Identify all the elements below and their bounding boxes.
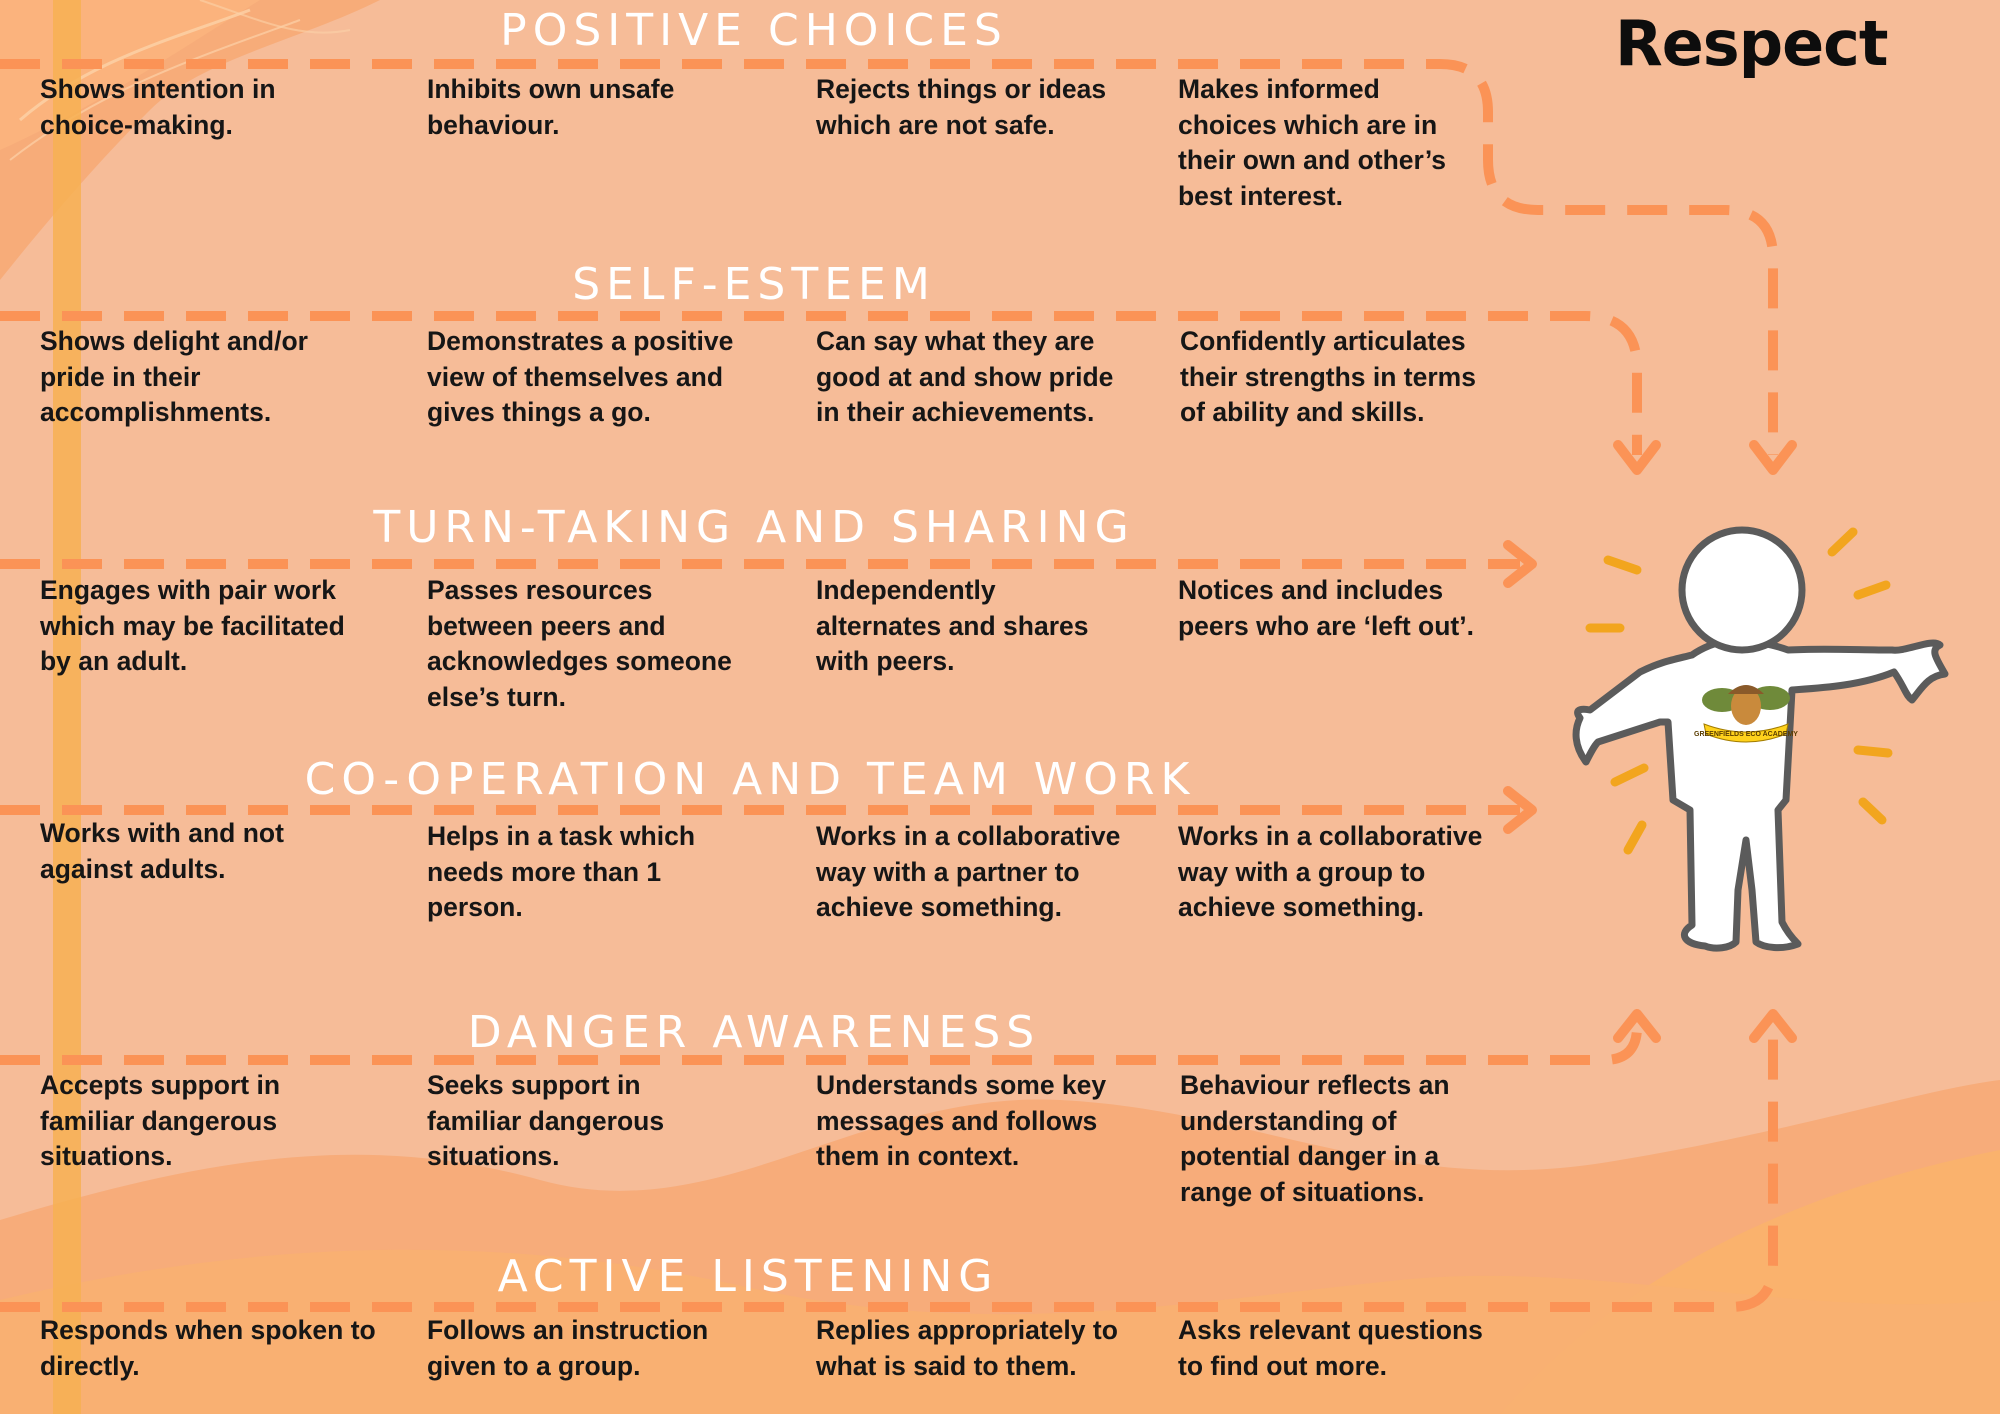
- self-esteem-item-3: Can say what they are good at and show pride in their achievements.: [816, 326, 1114, 427]
- active-listening-item-4: Asks relevant questions to find out more.: [1178, 1315, 1483, 1381]
- active-listening-item-1: Responds when spoken to directly.: [40, 1315, 376, 1381]
- turn-taking-item-3: Independently alternates and shares with peers.: [816, 575, 1089, 676]
- danger-awareness-item-4: Behaviour reflects an understanding of potential danger in a range of situations.: [1180, 1070, 1450, 1207]
- person-figure-icon: [1560, 510, 1960, 970]
- co-operation-item-3: Works in a collaborative way with a partner to achieve something.: [816, 821, 1121, 922]
- turn-taking-item-1: Engages with pair work which may be facilitated by an adult.: [40, 575, 345, 676]
- positive-choices-item-1: Shows intention in choice-making.: [40, 74, 276, 140]
- heading-turn-taking-sharing: TURN-TAKING AND SHARING: [373, 502, 1135, 553]
- positive-choices-item-4: Makes informed choices which are in their own and other’s best interest.: [1178, 74, 1446, 211]
- heading-self-esteem: SELF-ESTEEM: [572, 259, 936, 310]
- co-operation-item-2: Helps in a task which needs more than 1 person.: [427, 821, 696, 922]
- turn-taking-item-2: Passes resources between peers and acknowledges someone else’s turn.: [427, 575, 732, 712]
- positive-choices-item-3: Rejects things or ideas which are not safe.: [816, 74, 1107, 140]
- page-title: Respect: [1615, 7, 1888, 80]
- co-operation-item-1: Works with and not against adults.: [40, 818, 284, 884]
- danger-awareness-item-1: Accepts support in familiar dangerous situations.: [40, 1070, 281, 1171]
- heading-danger-awareness: DANGER AWARENESS: [467, 1007, 1041, 1058]
- positive-choices-item-2: Inhibits own unsafe behaviour.: [427, 74, 675, 140]
- active-listening-item-2: Follows an instruction given to a group.: [427, 1315, 709, 1381]
- self-esteem-item-4: Confidently articulates their strengths in terms of ability and skills.: [1180, 326, 1476, 427]
- arrow-down-icon: [1754, 445, 1792, 470]
- self-esteem-item-1: Shows delight and/or pride in their accomplishments.: [40, 326, 308, 427]
- danger-awareness-item-2: Seeks support in familiar dangerous situations.: [427, 1070, 665, 1171]
- badge-label: GREENFIELDS ECO ACADEMY: [1694, 731, 1798, 738]
- turn-taking-item-4: Notices and includes peers who are ‘left out’.: [1178, 575, 1474, 641]
- heading-co-operation: CO-OPERATION AND TEAM WORK: [304, 754, 1196, 805]
- heading-active-listening: ACTIVE LISTENING: [497, 1251, 999, 1302]
- arrow-up-icon: [1754, 1014, 1792, 1038]
- danger-awareness-item-3: Understands some key messages and follows them in context.: [816, 1070, 1107, 1171]
- self-esteem-item-2: Demonstrates a positive view of themselves and gives things a go.: [427, 326, 734, 427]
- active-listening-item-3: Replies appropriately to what is said to them.: [816, 1315, 1118, 1381]
- heading-positive-choices: POSITIVE CHOICES: [500, 5, 1008, 56]
- co-operation-item-4: Works in a collaborative way with a group to achieve something.: [1178, 821, 1483, 922]
